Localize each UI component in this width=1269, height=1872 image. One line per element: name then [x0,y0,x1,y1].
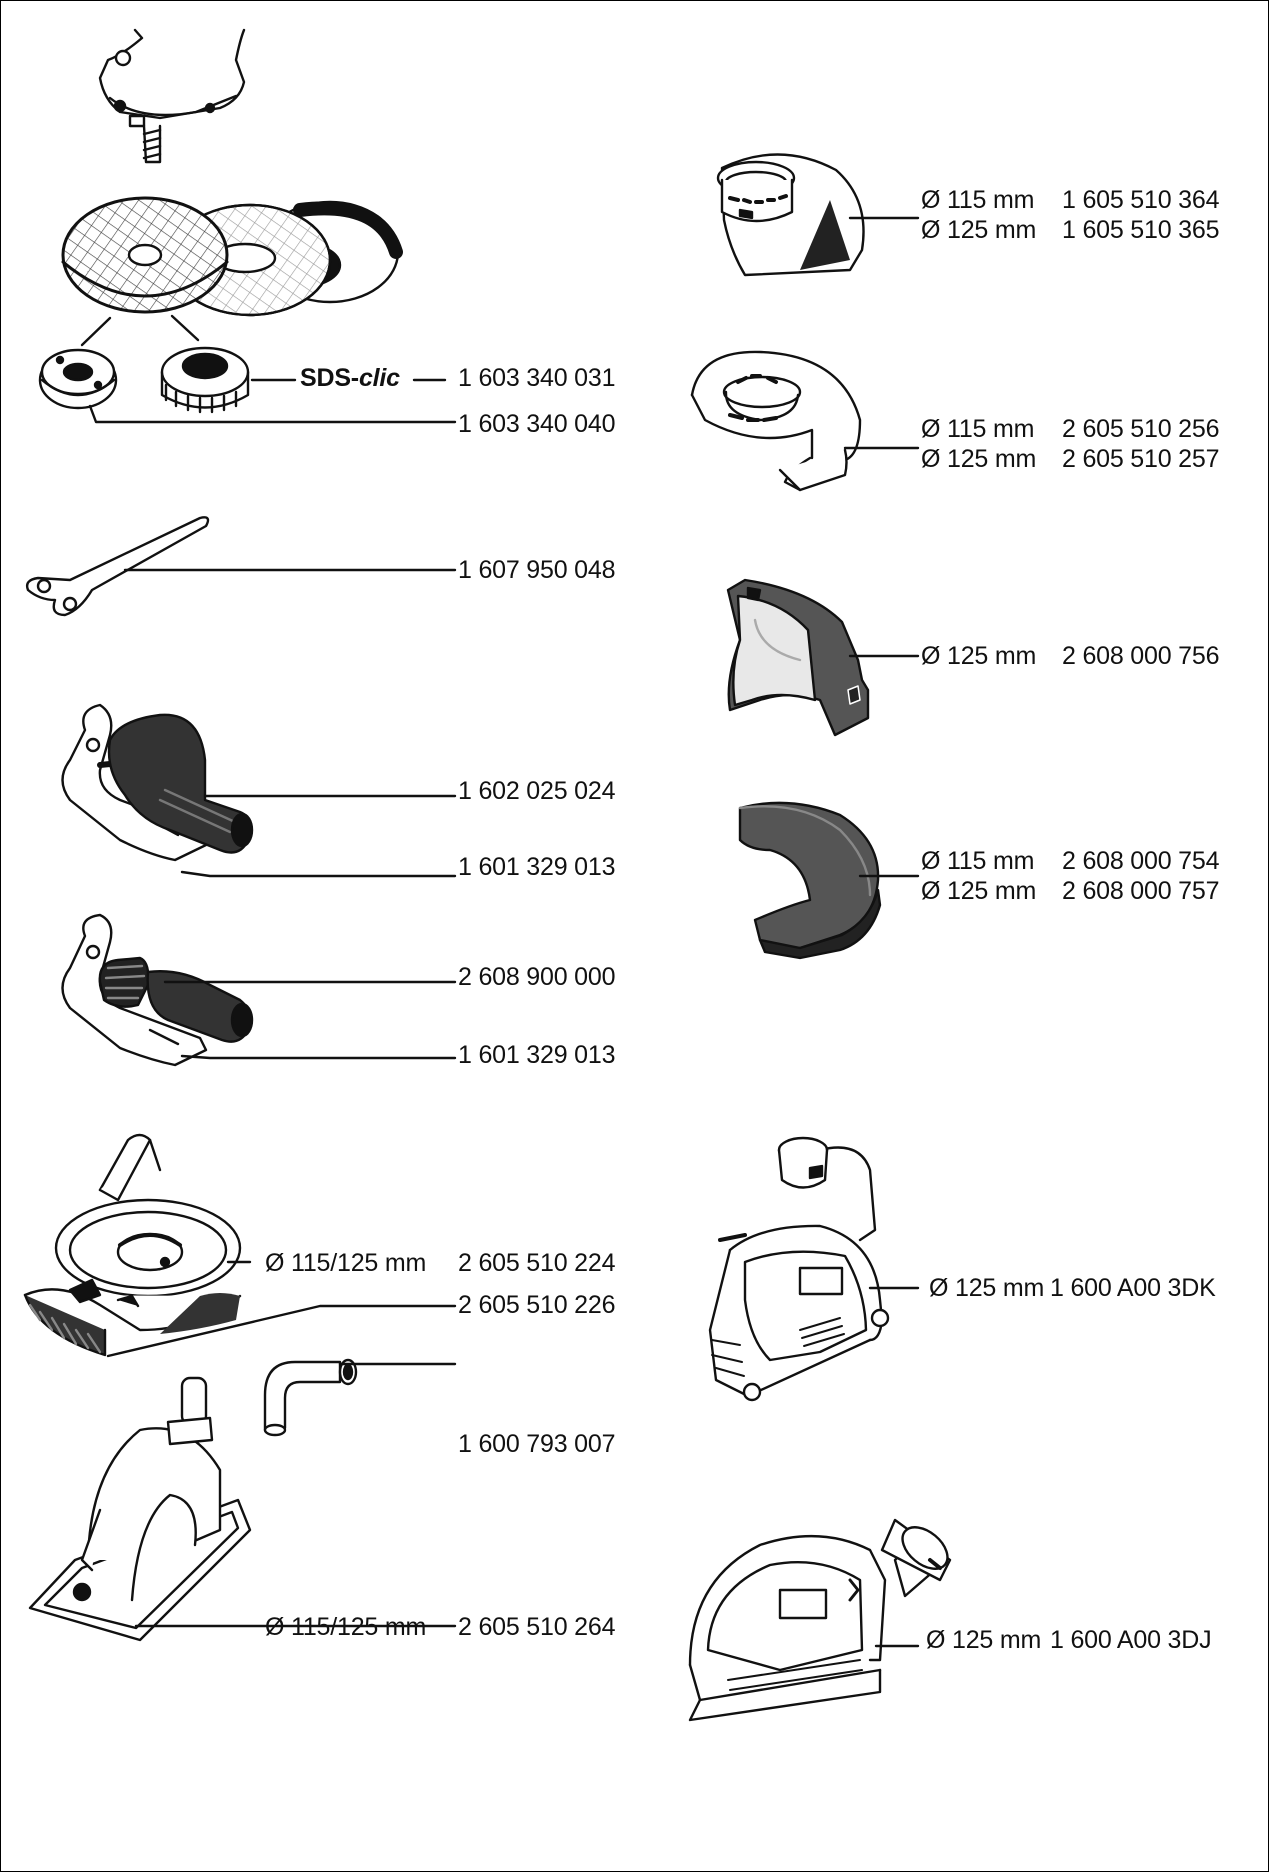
part-number-guard3: 2 608 000 756 [1062,642,1220,670]
size-guard1-b: Ø 125 mm [921,216,1037,244]
grinder-head-illustration [100,30,244,162]
size-guard4-a: Ø 115 mm [921,847,1035,875]
part-number-flange-clamp-nut: 1 603 340 031 [458,364,616,392]
sds-clic-italic: clic [358,364,400,392]
auxiliary-handle-illustration [63,705,456,876]
vibration-control-handle-illustration [63,915,456,1065]
part-number-hood2: 1 600 A00 3DJ [1050,1626,1212,1654]
part-number-guard4-a: 2 608 000 754 [1062,847,1220,875]
size-hood1: Ø 125 mm [929,1274,1045,1302]
cutting-guard-illustration [728,580,918,735]
protection-guard-2-illustration [692,352,918,490]
part-number-guard2-a: 2 605 510 256 [1062,415,1220,443]
part-number-vibration-handle: 2 608 900 000 [458,963,616,991]
size-extraction-hood: Ø 115/125 mm [265,1249,427,1277]
part-number-cutting-guide: 2 605 510 264 [458,1613,616,1641]
extraction-hood-illustration [25,1135,455,1356]
sds-label-text: SDS- [300,364,359,392]
size-guard1-a: Ø 115 mm [921,186,1035,214]
protection-guard-1-illustration [718,154,918,275]
part-number-guard1-b: 1 605 510 365 [1062,216,1220,244]
part-number-spanner: 1 607 950 048 [458,556,616,584]
part-number-extraction-hood: 2 605 510 224 [458,1249,616,1277]
size-guard3: Ø 125 mm [921,642,1037,670]
size-cutting-guide: Ø 115/125 mm [265,1613,427,1641]
two-pin-spanner-illustration [27,517,455,615]
part-number-extraction-adapter: 1 600 793 007 [458,1430,616,1458]
part-number-vibration-handle-plate: 1 601 329 013 [458,1041,616,1069]
size-guard2-a: Ø 115 mm [921,415,1035,443]
size-hood2: Ø 125 mm [926,1626,1042,1654]
sds-clic-label [300,363,400,393]
grinding-discs-illustration [63,198,398,315]
extraction-hood-cutting-1-illustration [710,1138,918,1400]
part-number-guard2-b: 2 605 510 257 [1062,445,1220,473]
part-number-hood1: 1 600 A00 3DK [1050,1274,1216,1302]
size-guard2-b: Ø 125 mm [921,445,1037,473]
cutting-guide-illustration [30,1360,455,1640]
extraction-hood-cutting-2-illustration [690,1519,955,1720]
part-number-aux-handle-plate: 1 601 329 013 [458,853,616,881]
diamond-guard-illustration [740,803,918,958]
part-number-guard4-b: 2 608 000 757 [1062,877,1220,905]
part-number-guard1-a: 1 605 510 364 [1062,186,1220,214]
size-guard4-b: Ø 125 mm [921,877,1037,905]
part-number-aux-handle: 1 602 025 024 [458,777,616,805]
part-number-flange: 1 603 340 040 [458,410,616,438]
part-number-brush-ring: 2 605 510 226 [458,1291,616,1319]
